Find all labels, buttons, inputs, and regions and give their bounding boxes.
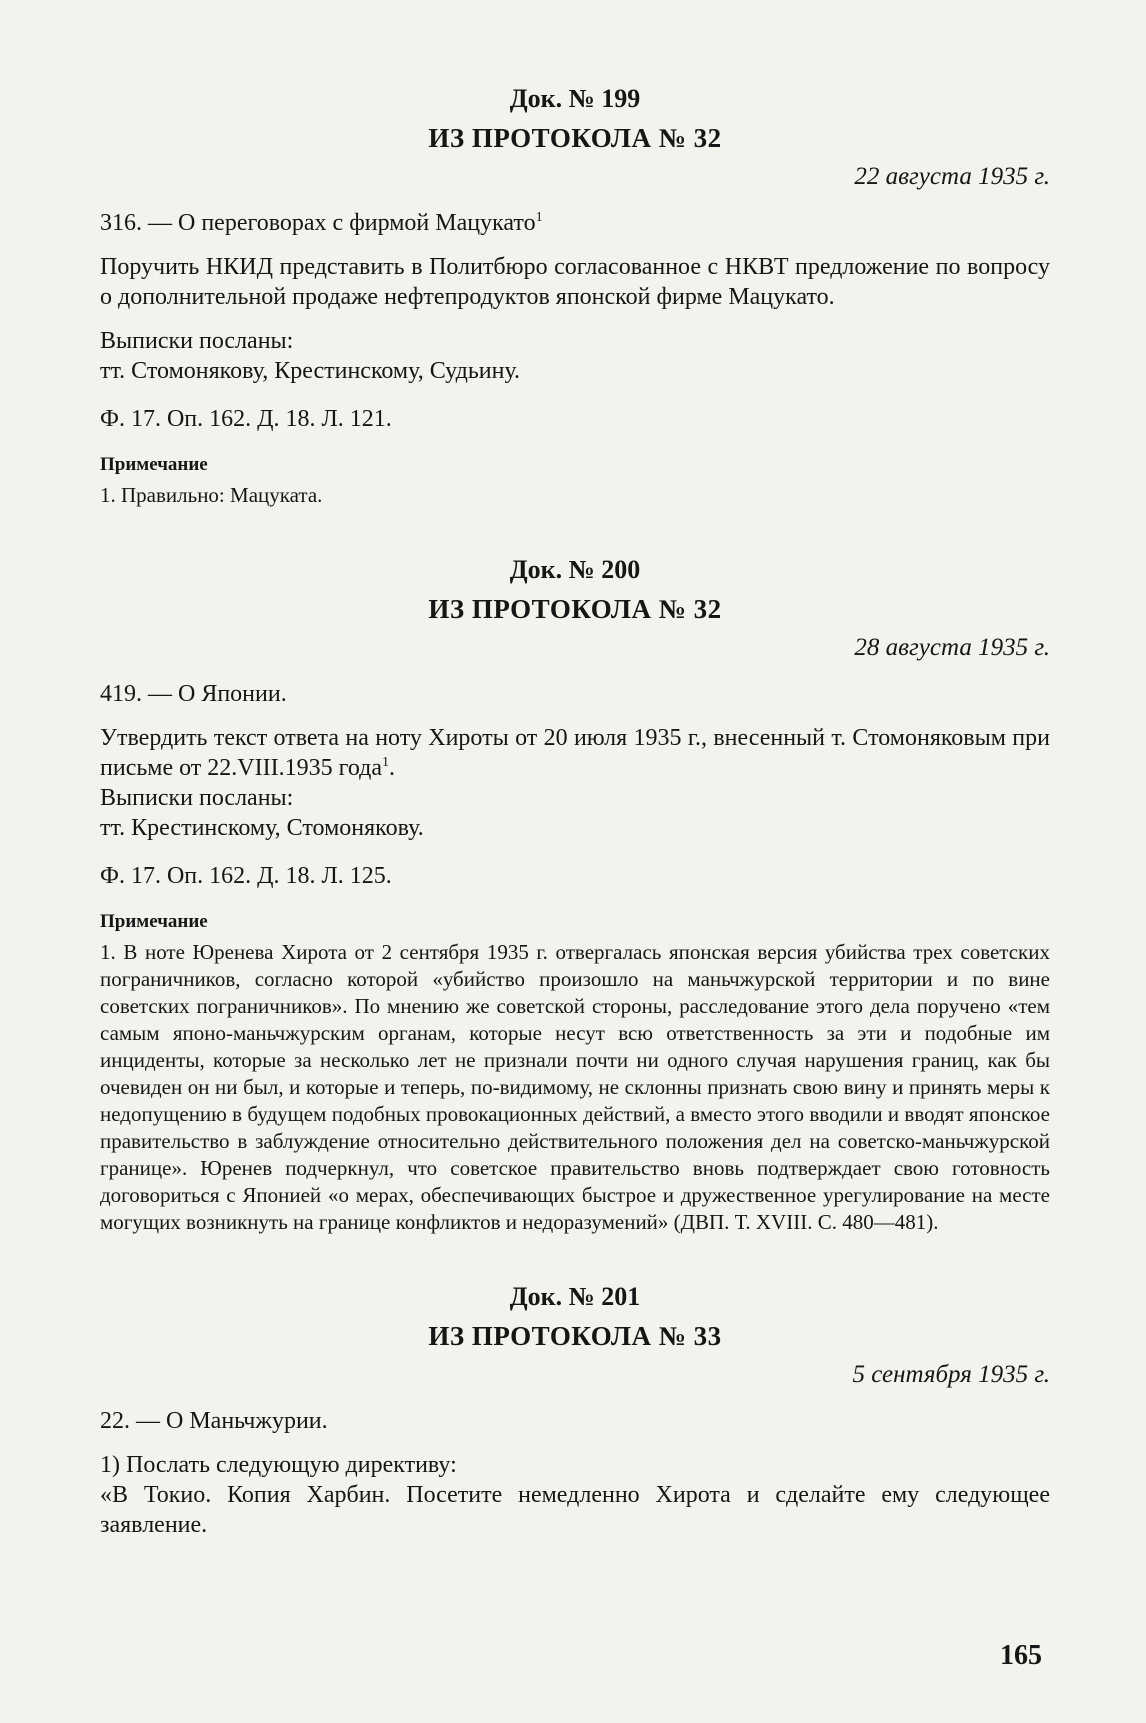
sent-label: Выписки посланы: [100, 328, 294, 354]
doc-title: ИЗ ПРОТОКОЛА № 32 [428, 123, 722, 153]
doc-title: ИЗ ПРОТОКОЛА № 32 [428, 594, 722, 624]
note-text: 1. В ноте Юренева Хирота от 2 сентября 1935 г. отвергалась японская версия убийства трех советских пограничников, согласно которой «убийство произошло на маньчжурской территории и по вине советских пограничников». По мнению же советской стороны, расследование этого дела поручено «тем самым японо-маньчжурским органам, которые несут всю ответственность за эти и подобные им инциденты, которые за несколько лет не признали почти ни одного случая нарушения границ, как бы очевиден он ни был, и которые и теперь, по-видимому, не склонны признать свою вину и принять меры к недопущению в будущем подобных провокационных действий, а вместо этого вводили и вводят японское правительство в заблуждение относительно действительного положения дел на советско-маньчжурской границе». Юренев подчеркнул, что советское правительство вновь подтверждает свою готовность договориться с Японией «о мерах, обеспечивающих быстрое и дружественное урегулирование на месте могущих возникнуть на границе конфликтов и недоразумений» (ДВП. Т. XVIII. С. 480—481). [100, 940, 1050, 1234]
footnote-ref: 1 [382, 755, 390, 770]
doc-date: 22 августа 1935 г. [854, 163, 1050, 190]
footnote-ref: 1 [535, 210, 543, 225]
page-number: 165 [1000, 1640, 1042, 1671]
sent-label: Выписки посланы: [100, 785, 294, 811]
doc-number: Док. № 199 [509, 84, 641, 113]
note-text: 1. Правильно: Мацуката. [100, 483, 323, 507]
sent-to: тт. Стомонякову, Крестинскому, Судьину. [100, 358, 521, 384]
doc-date: 5 сентября 1935 г. [852, 1361, 1050, 1388]
doc-number: Док. № 200 [509, 555, 641, 584]
document-199 [100, 82, 1050, 509]
note-heading: Примечание [100, 911, 208, 932]
doc-date: 28 августа 1935 г. [854, 634, 1050, 661]
agenda-item: 22. — О Маньчжурии. [100, 1408, 328, 1434]
archive-reference: Ф. 17. Оп. 162. Д. 18. Л. 125. [100, 863, 392, 889]
resolution-text: Утвердить текст ответа на ноту Хироты от 20 июля 1935 г., внесенный т. Стомоняковым при письме от 22.VIII.1935 года$^1$. [100, 725, 1050, 781]
sent-to: тт. Крестинскому, Стомонякову. [100, 815, 424, 841]
directive-label: 1) Послать следующую директиву: [100, 1452, 457, 1478]
doc-number: Док. № 201 [509, 1282, 641, 1311]
archive-reference: Ф. 17. Оп. 162. Д. 18. Л. 121. [100, 406, 392, 432]
agenda-item: 419. — О Японии. [100, 681, 287, 707]
page-content [100, 82, 1050, 1540]
note-heading: Примечание [100, 454, 208, 475]
directive-quote: «В Токио. Копия Харбин. Посетите немедленно Хирота и сделайте ему следующее заявление. [100, 1482, 1050, 1538]
agenda-item: 316. — О переговорах с фирмой Мацукато$^1$ [100, 210, 543, 236]
resolution-text: Поручить НКИД представить в Политбюро согласованное с НКВТ предложение по вопросу о дополнительной продаже нефтепродуктов японской фирме Мацукато. [100, 254, 1050, 310]
doc-title: ИЗ ПРОТОКОЛА № 33 [428, 1321, 722, 1351]
document-200 [100, 553, 1050, 1236]
document-201 [100, 1280, 1050, 1540]
